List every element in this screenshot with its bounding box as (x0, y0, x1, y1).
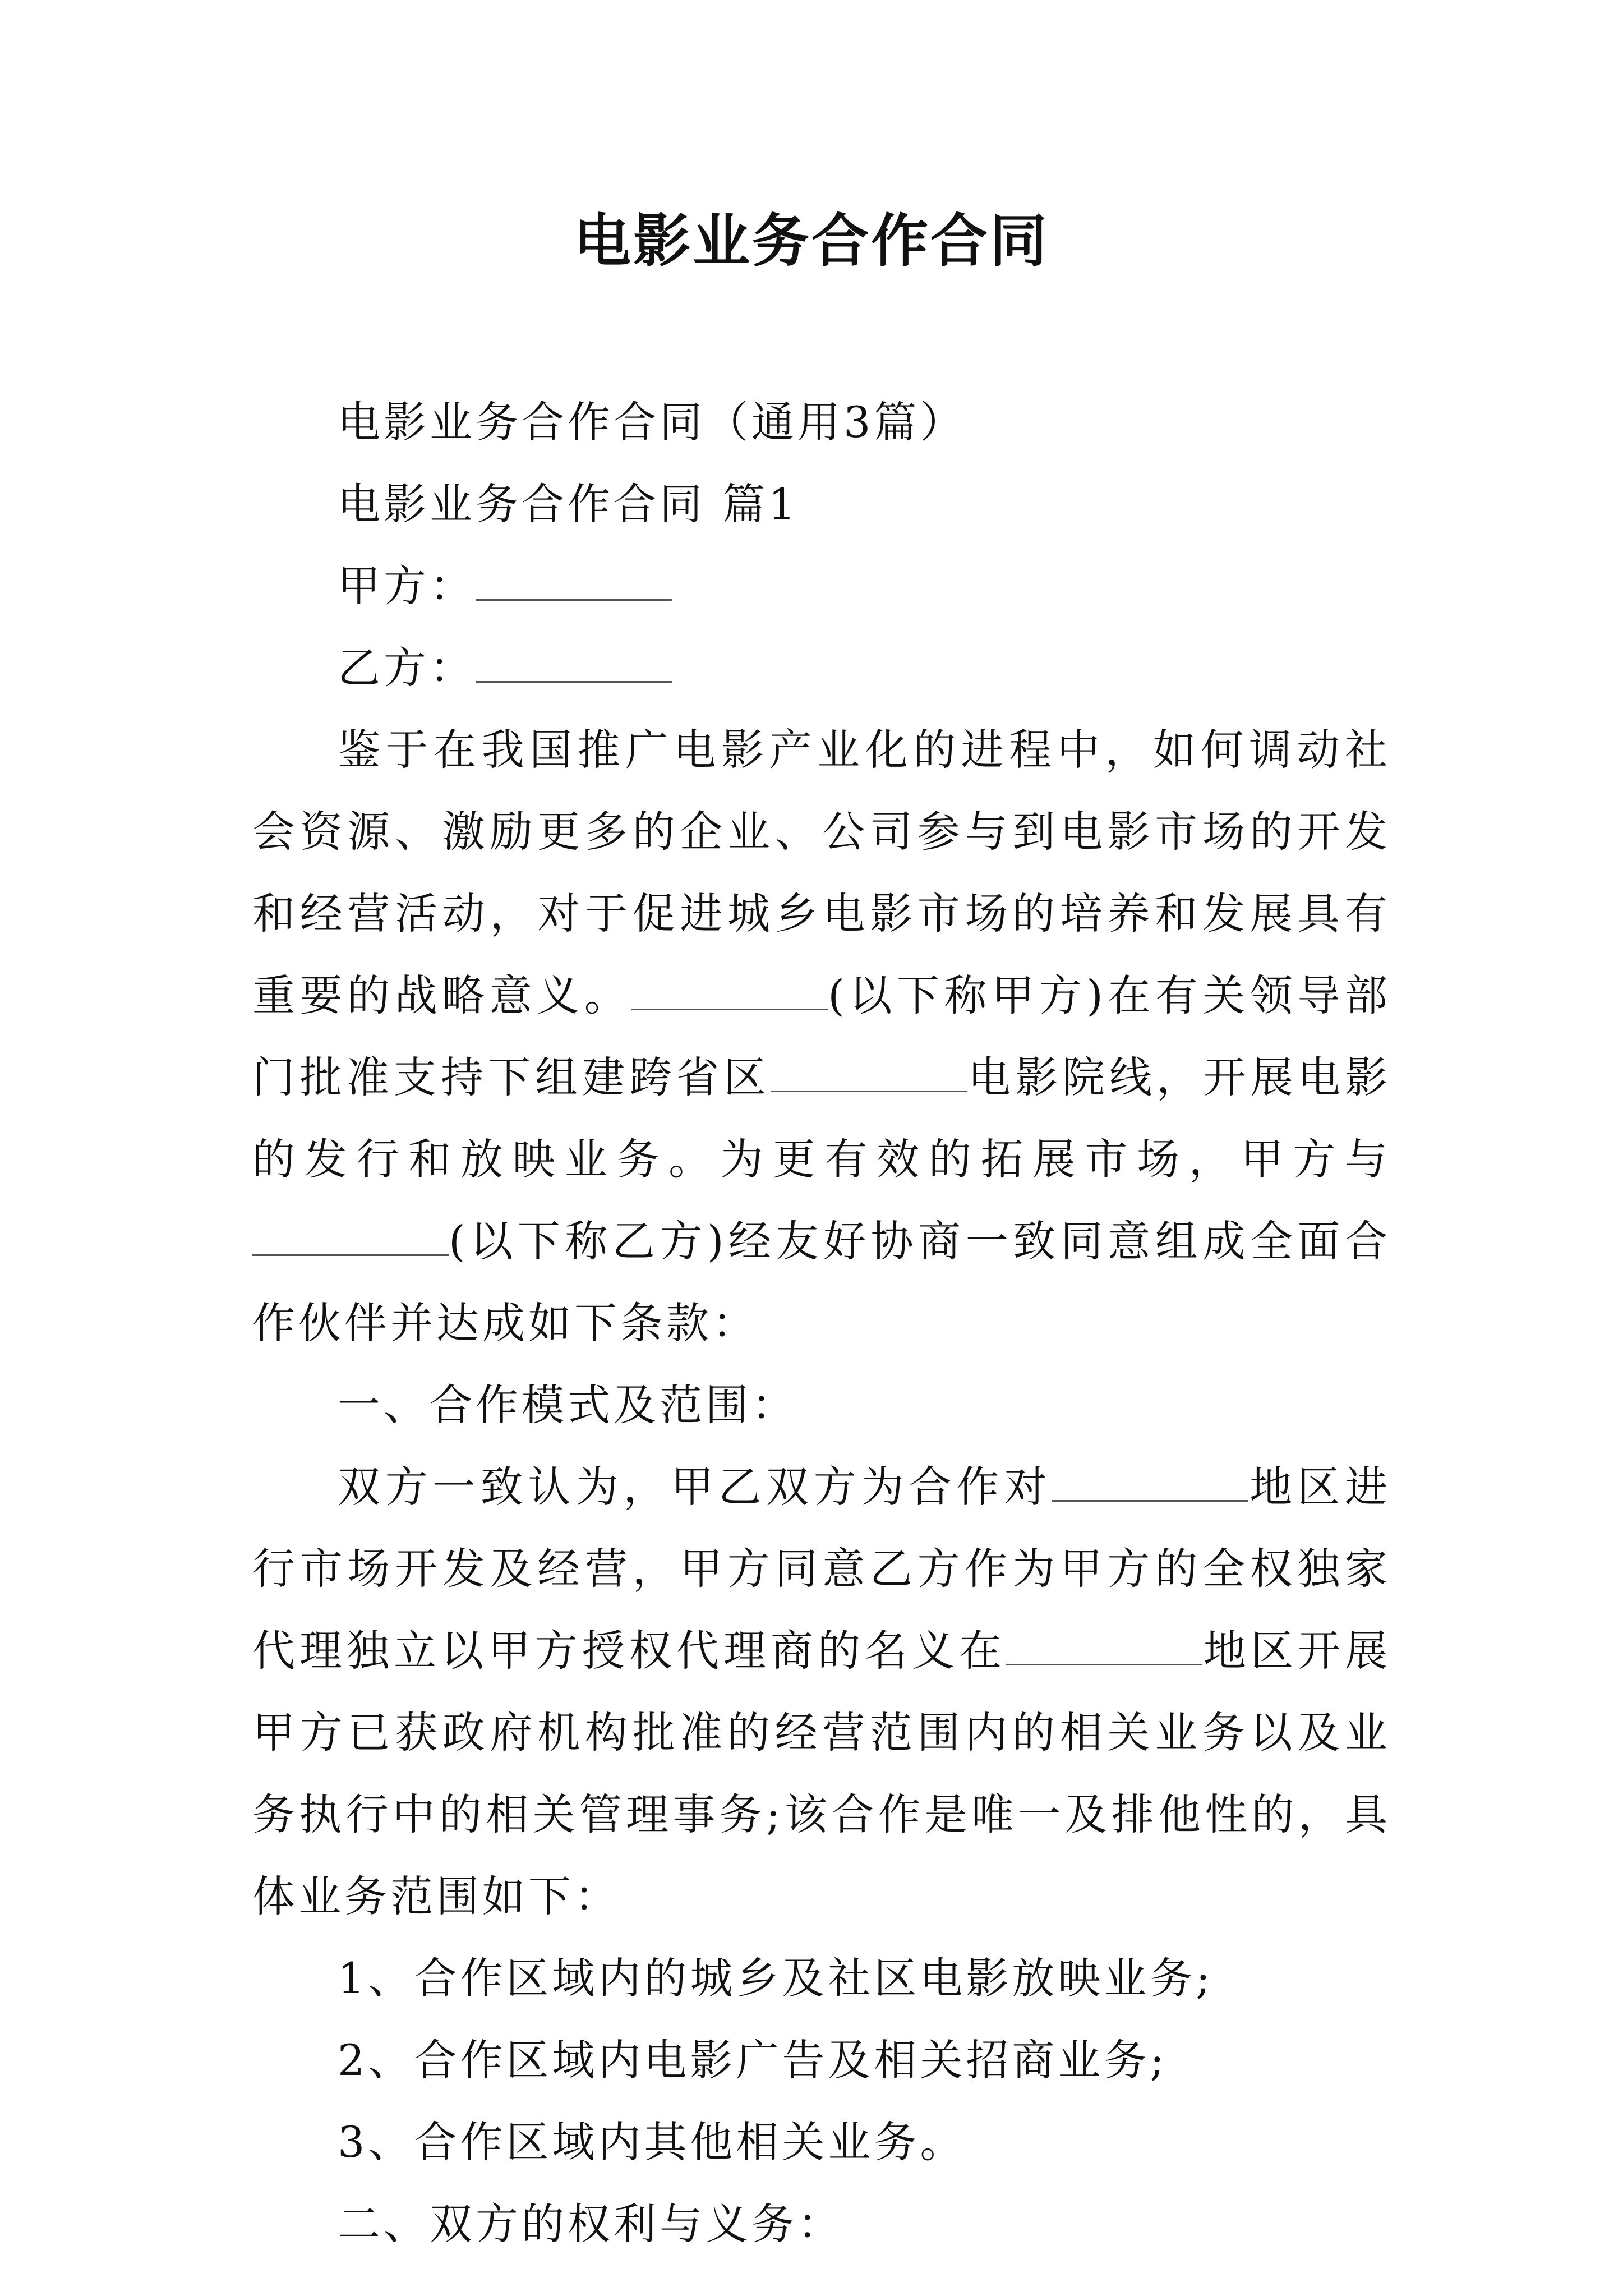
clause1-paragraph (252, 1446, 1391, 1938)
party-a-line (252, 545, 1391, 627)
region-blank-1 (1052, 1462, 1248, 1502)
clause1-text-1: 双方一致认为，甲乙双方为合作对 (338, 1462, 1052, 1512)
document-title: 电影业务合作合同 (574, 208, 1049, 275)
party-b-blank (476, 643, 672, 683)
party-b-name-blank (252, 1216, 449, 1256)
intro-text-4: (以下称乙方)经友好协商一致同意组成全面合作伙伴并达成如下条款： (252, 1216, 1391, 1348)
list-item: 3、合作区域内其他相关业务。 (338, 2117, 966, 2167)
section-heading: 电影业务合作合同 篇1 (338, 479, 799, 529)
list-item: 1、合作区域内的城乡及社区电影放映业务; (338, 1953, 1214, 2003)
party-a-label: 甲方： (338, 561, 476, 611)
party-a-blank (476, 561, 672, 601)
cinema-chain-blank (771, 1052, 967, 1092)
intro-paragraph (252, 709, 1391, 1364)
subtitle: 电影业务合作合同（通用3篇） (338, 397, 966, 447)
party-b-line (252, 627, 1391, 709)
intro-text-1: 鉴于在我国推广电影产业化的进程中，如何调动社会资源、激励更多的企业、公司参与到电影市场的开发和经营活动，对于促进城乡电影市场的培养和发展具有重要的战略意义。 (252, 725, 1391, 1020)
party-b-label: 乙方： (338, 643, 476, 693)
party-a-name-blank (631, 970, 828, 1010)
clause1-text-2: 地区进行市场开发及经营，甲方同意乙方作为甲方的全权独家代理独立以甲方授权代理商的名义在 (252, 1462, 1391, 1676)
clause1-text-3: 地区开展甲方已获政府机构批准的经营范围内的相关业务以及业务执行中的相关管理事务;该合作是唯一及排他性的，具体业务范围如下： (252, 1626, 1391, 1921)
intro-text-3: 电影院线，开展电影的发行和放映业务。为更有效的拓展市场，甲方与 (252, 1052, 1391, 1184)
intro-text-2: (以下称甲方)在有关领导部门批准支持下组建跨省区 (252, 970, 1391, 1102)
region-blank-2 (1006, 1626, 1202, 1665)
list-item: 2、合作区域内电影广告及相关招商业务; (338, 2035, 1168, 2085)
clause1-heading: 一、合作模式及范围： (338, 1380, 797, 1430)
clause2-heading: 二、双方的权利与义务： (338, 2199, 843, 2249)
document-body (252, 381, 1391, 2265)
